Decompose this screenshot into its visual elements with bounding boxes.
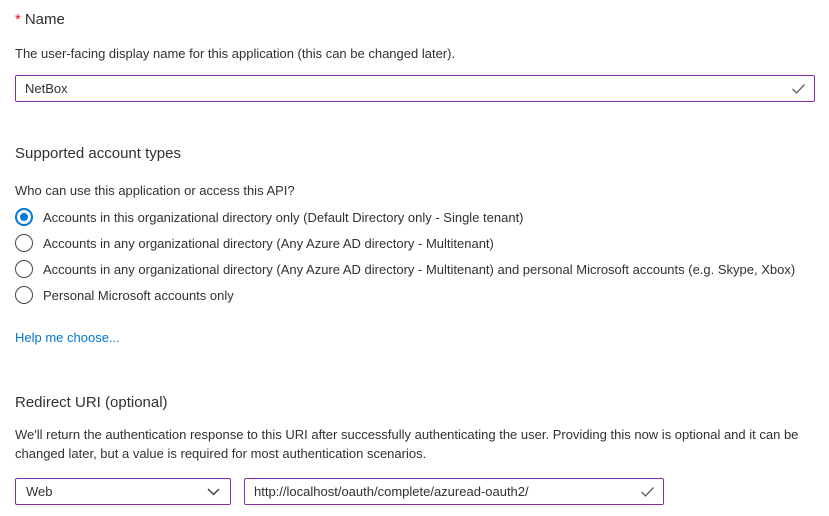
radio-label: Accounts in this organizational directory only (Default Directory only - Single tenant) bbox=[43, 209, 524, 225]
radio-personal-only[interactable] bbox=[15, 282, 815, 308]
radio-multitenant-personal[interactable] bbox=[15, 256, 815, 282]
chevron-down-icon bbox=[207, 488, 220, 496]
radio-label: Personal Microsoft accounts only bbox=[43, 287, 234, 303]
redirect-uri-title: Redirect URI (optional) bbox=[15, 394, 168, 411]
platform-select[interactable] bbox=[15, 478, 231, 505]
account-types-radio-group bbox=[15, 204, 815, 308]
radio-label: Accounts in any organizational directory (Any Azure AD directory - Multitenant) bbox=[43, 235, 494, 251]
account-types-question: Who can use this application or access this API? bbox=[15, 183, 295, 198]
radio-button-icon bbox=[15, 208, 33, 226]
radio-button-icon bbox=[15, 286, 33, 304]
supported-account-types-title: Supported account types bbox=[15, 145, 181, 162]
radio-button-icon bbox=[15, 260, 33, 278]
radio-button-icon bbox=[15, 234, 33, 252]
supported-account-types-section bbox=[15, 144, 815, 347]
name-input[interactable] bbox=[15, 75, 815, 102]
name-section bbox=[15, 10, 815, 102]
required-asterisk: * bbox=[15, 11, 21, 28]
radio-single-tenant[interactable] bbox=[15, 204, 815, 230]
name-description: The user-facing display name for this application (this can be changed later). bbox=[15, 46, 456, 61]
radio-label: Accounts in any organizational directory (Any Azure AD directory - Multitenant) and personal Microsoft accounts (e.g. Skype, Xbox) bbox=[43, 261, 796, 277]
name-section-title-text: Name bbox=[24, 11, 65, 28]
redirect-uri-input[interactable] bbox=[244, 478, 664, 505]
name-section-title bbox=[15, 10, 815, 30]
platform-select-value: Web bbox=[26, 484, 53, 499]
help-me-choose-link[interactable]: Help me choose... bbox=[15, 330, 120, 345]
redirect-uri-section bbox=[15, 393, 815, 505]
redirect-uri-row bbox=[15, 478, 815, 505]
redirect-uri-description: We'll return the authentication response to this URI after successfully authenticating the user. Providing this now is optional and it can be changed later, but a value is required for most authentication scenarios. bbox=[15, 427, 799, 461]
name-input-wrap bbox=[15, 75, 815, 102]
radio-multitenant[interactable] bbox=[15, 230, 815, 256]
redirect-uri-input-wrap bbox=[244, 478, 664, 505]
